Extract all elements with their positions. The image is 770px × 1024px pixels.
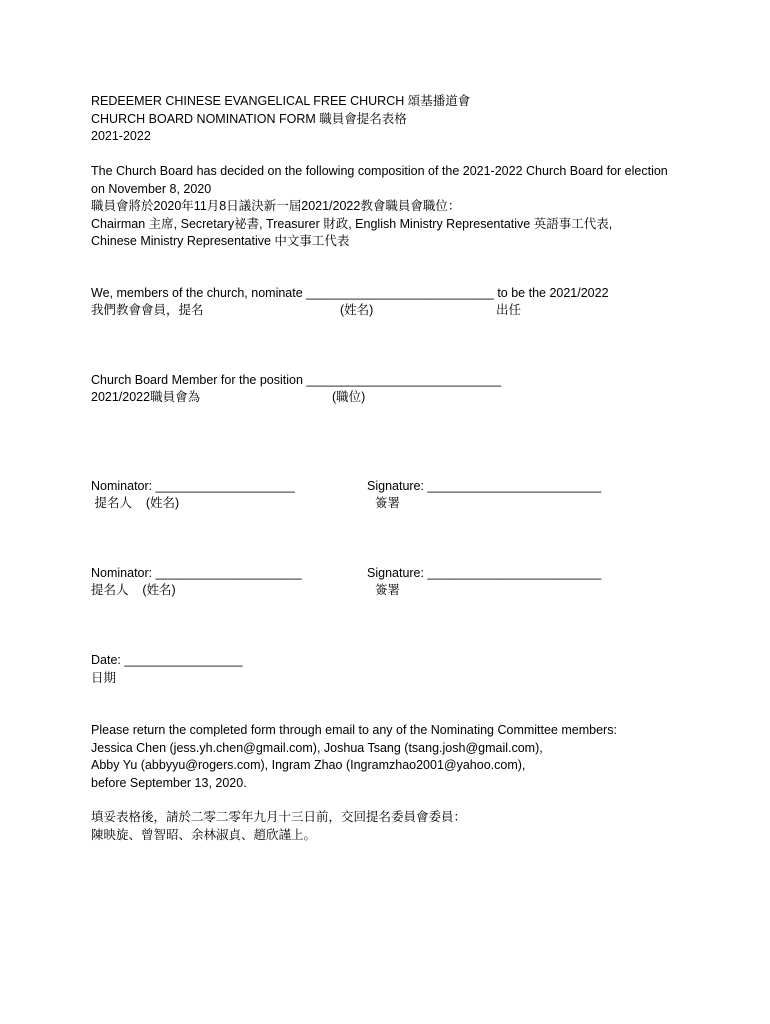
- signature-2-cn-label: 簽署: [375, 583, 401, 597]
- return-cn-line-2: 陳映旋、曾智昭、余林淑貞、趙欣謹上。: [91, 827, 317, 842]
- church-name: REDEEMER CHINESE EVANGELICAL FREE CHURCH 頌基播道會: [91, 94, 471, 108]
- nominate-cn-name: (姓名): [340, 303, 374, 317]
- nominator-1-cn-label: 提名人 (姓名): [91, 496, 180, 510]
- form-title: CHURCH BOARD NOMINATION FORM 職員會提名表格: [91, 111, 407, 126]
- signature-1-cn-label: 簽署: [375, 496, 401, 510]
- return-line-1: Please return the completed form through email to any of the Nominating Committee members:: [91, 723, 617, 737]
- date-row: [91, 652, 711, 687]
- nominate-cn-serve: 出任: [496, 303, 522, 317]
- form-header: [91, 93, 711, 146]
- intro-line-5: Chinese Ministry Representative 中文事工代表: [91, 234, 350, 248]
- position-line: Church Board Member for the position ____________________________: [91, 373, 502, 387]
- return-instructions: [91, 722, 711, 792]
- nominator-2-row: [91, 565, 711, 605]
- position-cn-board: 2021/2022職員會為: [91, 390, 201, 404]
- return-line-4: before September 13, 2020.: [91, 775, 247, 790]
- nominate-line: We, members of the church, nominate ___________________________ to be the 2021/2022: [91, 286, 609, 300]
- return-line-2: Jessica Chen (jess.yh.chen@gmail.com), Joshua Tsang (tsang.josh@gmail.com),: [91, 740, 543, 755]
- return-line-3: Abby Yu (abbyyu@rogers.com), Ingram Zhao (Ingramzhao2001@yahoo.com),: [91, 758, 526, 772]
- return-instructions-cn: [91, 809, 711, 844]
- intro-line-2: on November 8, 2020: [91, 181, 212, 196]
- nominate-section: [91, 285, 711, 325]
- date-field[interactable]: Date: _________________: [91, 653, 243, 667]
- position-cn-position: (職位): [332, 390, 366, 404]
- nominator-2-field[interactable]: Nominator: _____________________: [91, 566, 302, 580]
- nominate-cn-members: 我們教會會員，提名: [91, 303, 204, 317]
- form-year: 2021-2022: [91, 129, 151, 143]
- date-cn-label: 日期: [91, 670, 117, 685]
- signature-2-field[interactable]: Signature: _________________________: [367, 566, 602, 580]
- nominator-1-field[interactable]: Nominator: ____________________: [91, 479, 295, 493]
- intro-line-3: 職員會將於2020年11月8日議決新一屆2021/2022教會職員會職位：: [91, 199, 461, 213]
- position-section: [91, 372, 711, 412]
- nominator-2-cn-label: 提名人 (姓名): [91, 583, 176, 597]
- nominator-1-row: [91, 478, 711, 518]
- intro-line-4: Chairman 主席, Secretary祕書, Treasurer 財政, English Ministry Representative 英語事工代表,: [91, 216, 613, 231]
- intro-line-1: The Church Board has decided on the following composition of the 2021-2022 Church Board for election: [91, 164, 668, 178]
- signature-1-field[interactable]: Signature: _________________________: [367, 479, 602, 493]
- intro-paragraph: [91, 163, 711, 251]
- return-cn-line-1: 填妥表格後，請於二零二零年九月十三日前，交回提名委員會委員：: [91, 810, 467, 824]
